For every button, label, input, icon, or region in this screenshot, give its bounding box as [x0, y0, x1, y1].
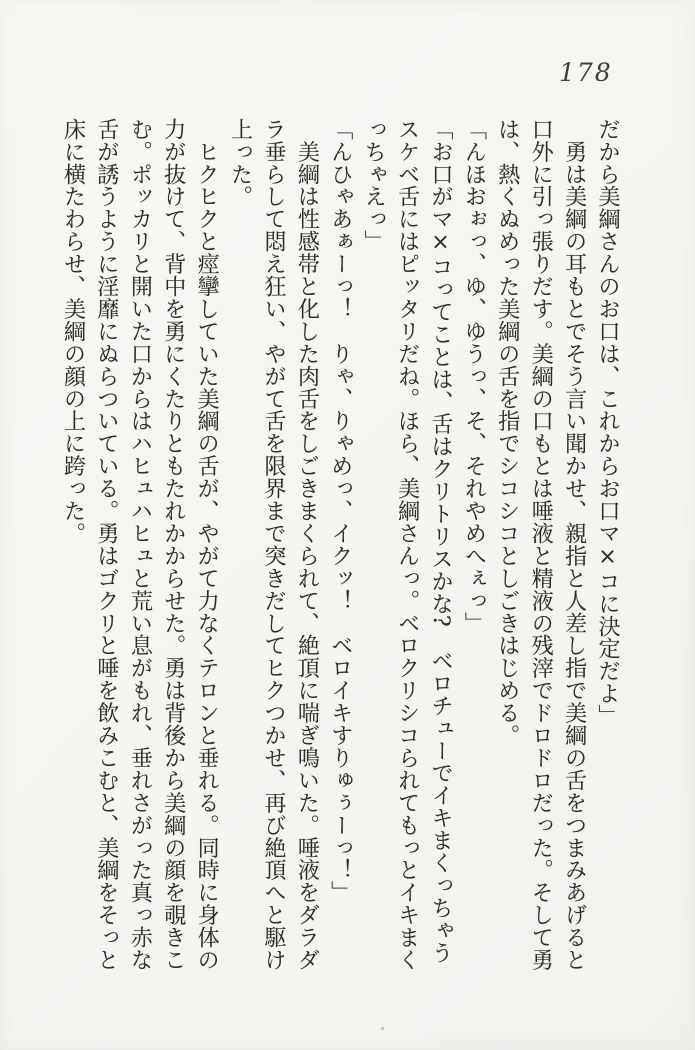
text-line: スケベ舌にはピッタリだね。ほら、美綱さんっ。ベロクリシコられてもっとイキまく	[394, 118, 420, 972]
text-line: 上った。	[227, 118, 253, 208]
text-line: 舌が誘うように淫靡にぬらついている。勇はゴクリと唾を飲みこむと、美綱をそっと	[93, 118, 119, 972]
text-line: 床に横たわらせ、美綱の顔の上に跨った。	[60, 118, 86, 545]
text-line: は、熱くぬめった美綱の舌を指でシコシコとしごきはじめる。	[494, 118, 520, 747]
text-line: だから美綱さんのお口は、これからお口マ×コに決定だよ」	[595, 118, 620, 728]
text-line: 勇は美綱の耳もとでそう言い聞かせ、親指と人差し指で美綱の舌をつまみあげると	[561, 118, 587, 972]
scan-speck	[381, 1027, 384, 1030]
vertical-text-block	[56, 118, 624, 980]
text-line: ラ垂らして悶え狂い、やがて舌を限界まで突きだしてヒクつかせ、再び絶頂へと駆け	[260, 118, 286, 972]
text-line: ヒクヒクと痙攣していた美綱の舌が、やがて力なくテロンと垂れる。同時に身体の	[194, 118, 220, 972]
text-line: む。ポッカリと開いた口からはハヒュハヒュと荒い息がもれ、垂れさがった真っ赤な	[127, 118, 153, 972]
text-line: 美綱は性感帯と化した肉舌をしごきまくられて、絶頂に喘ぎ鳴いた。唾液をダラダ	[294, 118, 320, 972]
text-line: 「お口がマ×コってことは、舌はクリトリスかな? ベロチューでイキまくっちゃう	[427, 118, 453, 964]
text-line: 「んほおぉっ、ゆ、ゆうっ、そ、それやめへぇっ」	[461, 118, 487, 635]
text-line: 力が抜けて、背中を勇にくたりともたれかからせた。勇は背後から美綱の顔を覗きこ	[160, 118, 186, 972]
text-line: 口外に引っ張りだす。美綱の口もとは唾液と精液の残滓でドロドロだった。そして勇	[528, 118, 554, 972]
text-line: 「んひゃあぁーっ！ りゃ、りゃめっ、イクッ！ ベロイキすりゅぅーっ！」	[327, 118, 353, 904]
page-number: 178	[559, 58, 613, 87]
text-line: っちゃえっ」	[361, 118, 387, 253]
